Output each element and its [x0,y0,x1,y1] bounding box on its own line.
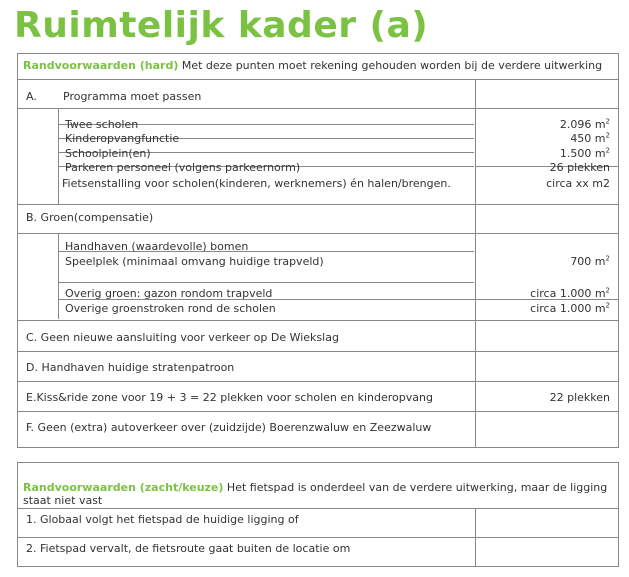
hard-heading-text: Met deze punten moet rekening gehouden worden bij de verdere uitwerking [178,59,603,72]
value-twee-scholen: 2.096 $m^2$ [559,117,610,131]
item-parkeren: Parkeren personeel (volgens parkeernorm) [65,161,301,174]
soft-heading-label: Randvoorwaarden (zacht/keuze) [23,481,224,494]
soft-heading [23,481,613,494]
value-speelplek: 700 $m^2$ [570,254,610,268]
soft-heading-text: Het fietspad is onderdeel van de verdere uitwerking, maar de ligging [223,481,608,494]
hard-heading [23,59,602,72]
soft-item-2: 2. Fietspad vervalt, de fietsroute gaat buiten de locatie om [26,542,351,555]
item-overig-groen: Overig groen: gazon rondom trapveld [65,287,273,300]
item-kinderopvang: Kinderopvangfunctie [65,132,180,145]
item-fietsenstalling: Fietsenstalling voor scholen(kinderen, werknemers) én halen/brengen. [62,177,451,190]
value-schoolplein: 1.500 $m^2$ [559,146,610,160]
value-kissride: 22 plekken [549,391,610,404]
value-parkeren: 26 plekken [549,161,610,174]
value-groenstroken: circa 1.000 $m^2$ [530,301,610,315]
section-e: E.Kiss&ride zone voor 19 + 3 = 22 plekken voor scholen en kinderopvang [26,391,433,404]
hard-heading-label: Randvoorwaarden (hard) [23,59,179,72]
item-schoolplein: Schoolplein(en) [65,147,151,160]
section-d: D. Handhaven huidige stratenpatroon [26,361,235,374]
item-speelplek: Speelplek (minimaal omvang huidige trapveld) [65,255,324,268]
section-a-label: A. [26,90,37,103]
page-title: Ruimtelijk kader (a) [14,5,429,46]
section-b-title: B. Groen(compensatie) [26,211,154,224]
item-bomen: Handhaven (waardevolle) bomen [65,240,249,253]
section-f: F. Geen (extra) autoverkeer over (zuidzijde) Boerenzwaluw en Zeezwaluw [26,421,432,434]
item-groenstroken: Overige groenstroken rond de scholen [65,302,276,315]
hard-constraints-table [17,53,619,448]
value-fietsenstalling: circa xx m2 [546,177,610,190]
item-twee-scholen: Twee scholen [65,118,139,131]
value-kinderopvang: 450 $m^2$ [570,131,610,145]
soft-item-1: 1. Globaal volgt het fietspad de huidige ligging of [26,513,299,526]
soft-constraints-table [17,462,619,567]
section-a-title: Programma moet passen [63,90,202,103]
section-c: C. Geen nieuwe aansluiting voor verkeer op De Wiekslag [26,331,339,344]
value-overig-groen: circa 1.000 $m^2$ [530,286,610,300]
soft-heading-line2: staat niet vast [23,494,103,507]
